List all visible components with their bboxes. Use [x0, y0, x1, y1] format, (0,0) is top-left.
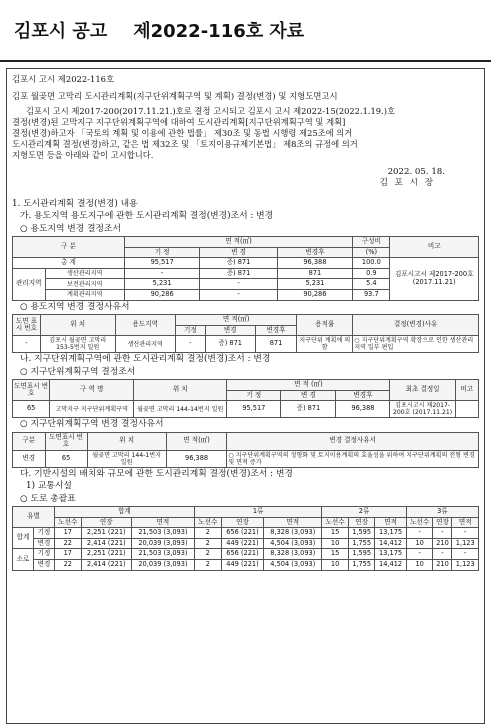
table-row	[13, 559, 479, 570]
th-after: 변경후	[336, 390, 390, 401]
cell: ○ 지구단위계획구역 확장으로 인한 생산관리지역 일부 편입	[353, 336, 479, 353]
cell: 1,755	[348, 538, 374, 549]
th-change: 변 경	[281, 390, 336, 401]
cell: 1,123	[452, 538, 479, 549]
cell: 보전관리지역	[45, 279, 124, 290]
cell: 0.9	[353, 268, 390, 279]
th-group-2: 2류	[322, 507, 407, 518]
cell: 14,412	[375, 559, 406, 570]
th-note: 비고	[390, 237, 479, 258]
th-reason: 변경 결정사유서	[227, 432, 479, 450]
section-1-da: 다. 기반시설의 배치와 규모에 관한 도시관리계획 결정(변경)조서 : 변경	[20, 468, 293, 479]
cell: 2	[194, 559, 221, 570]
th-group-total: 합계	[54, 507, 194, 518]
th-purpose: 용적률	[297, 315, 353, 336]
th-loc: 위 치	[40, 315, 115, 336]
total-label: 총 계	[13, 258, 125, 269]
th-sub: 면적	[131, 517, 194, 528]
cell: -	[124, 268, 200, 279]
cell: 2,251 (221)	[81, 528, 131, 539]
cell: 65	[13, 401, 50, 418]
cell: 변경	[13, 450, 46, 467]
row-kind: 기정	[33, 528, 54, 539]
cell: -	[406, 549, 433, 560]
cell: 449 (221)	[221, 538, 264, 549]
th-after: 변경후	[255, 325, 297, 336]
cell: 20,039 (3,093)	[131, 559, 194, 570]
th-loc: 위 치	[134, 380, 227, 401]
cell: 김포시고시 제2017-200호 (2017.11.21)	[390, 401, 455, 418]
section-1-na-2: ○ 지구단위계획구역 변경 결정사유서	[20, 419, 164, 430]
page-header	[0, 0, 491, 62]
cell: 90,286	[124, 290, 200, 301]
district-reason-table	[12, 432, 479, 468]
th-existing: 기정	[176, 325, 206, 336]
cell: 생산관리지역	[45, 268, 124, 279]
cell: 96,388	[336, 401, 390, 418]
table-row	[13, 549, 479, 560]
cell: 4,504 (3,093)	[264, 559, 322, 570]
row-category: 합계	[13, 528, 34, 549]
group-label: 관리지역	[13, 268, 46, 300]
th-change: 변경	[205, 325, 255, 336]
section-1-na-1: ○ 지구단위계획구역 결정조서	[20, 366, 136, 377]
cell: 15	[322, 528, 349, 539]
cell: 20,039 (3,093)	[131, 538, 194, 549]
row-category: 소로	[13, 549, 34, 570]
th-sub: 노선수	[194, 517, 221, 528]
cell: 1,595	[348, 549, 374, 560]
th-no: 도면표시 번호	[13, 380, 50, 401]
section-1-da-1: 1) 교통시설	[26, 481, 72, 492]
zoning-change-table	[12, 236, 479, 300]
notice-number: 김포시 고시 제2022-116호	[12, 74, 115, 84]
cell: 95,517	[227, 401, 281, 418]
cell: 22	[54, 559, 81, 570]
th-name: 구 역 명	[50, 380, 134, 401]
cell: 17	[54, 528, 81, 539]
cell: 1,595	[348, 528, 374, 539]
th-area: 면 적(㎡)	[176, 315, 297, 326]
cell: 210	[433, 559, 452, 570]
cell: 10	[406, 538, 433, 549]
cell: -	[452, 549, 479, 560]
th-type: 유별	[13, 507, 55, 528]
cell: 5.4	[353, 279, 390, 290]
cell: -	[433, 528, 452, 539]
section-1: 1. 도시관리계획 결정(변경) 내용	[12, 198, 138, 209]
cell: 656 (221)	[221, 528, 264, 539]
cell: 증) 871	[200, 258, 277, 269]
cell: 17	[54, 549, 81, 560]
row-kind: 기정	[33, 549, 54, 560]
th-sub: 노선수	[54, 517, 81, 528]
cell: 증) 871	[205, 336, 255, 353]
cell: 월곶면 고막리 144-14번지 일원	[134, 401, 227, 418]
th-loc: 위 치	[87, 432, 166, 450]
cell: 21,503 (3,093)	[131, 549, 194, 560]
table-row	[13, 538, 479, 549]
cell	[455, 401, 478, 418]
th-sub: 연장	[348, 517, 374, 528]
cell: 5,231	[277, 279, 353, 290]
th-note: 비고	[455, 380, 478, 401]
row-kind: 변경	[33, 559, 54, 570]
cell: 4,504 (3,093)	[264, 538, 322, 549]
section-1-na: 나. 지구단위계획구역에 관한 도시관리계획 결정(변경)조서 : 변경	[20, 354, 271, 365]
section-1-ga-2: ○ 용도지역 변경 결정사유서	[20, 301, 130, 312]
th-sub: 연장	[81, 517, 131, 528]
th-change: 변 경	[200, 247, 277, 258]
cell: -	[406, 528, 433, 539]
cell: 21,503 (3,093)	[131, 528, 194, 539]
cell: 2	[194, 528, 221, 539]
th-sub: 면적	[264, 517, 322, 528]
th-sub: 노선수	[322, 517, 349, 528]
th-sub: 노선수	[406, 517, 433, 528]
th-area: 면 적 (㎡)	[227, 380, 390, 391]
document-number-title: 제2022-116호 자료	[133, 21, 305, 42]
cell: -	[433, 549, 452, 560]
th-group-3: 3류	[406, 507, 478, 518]
th-existing: 기 정	[227, 390, 281, 401]
body-line: 지형도면 등을 아래와 같이 고시합니다.	[12, 149, 154, 160]
cell: 김포시 월곶면 고막리 153-5번지 일원	[40, 336, 115, 353]
table-row	[13, 528, 479, 539]
th-sub: 연장	[433, 517, 452, 528]
cell: 90,286	[277, 290, 353, 301]
cell: 증) 871	[281, 401, 336, 418]
th-reason: 결정(변경)사유	[353, 315, 479, 336]
cell: 10	[322, 559, 349, 570]
section-1-ga-1: ○ 용도지역 변경 결정조서	[20, 223, 122, 234]
note-cell: 김포시고시 제2017-200호 (2017.11.21)	[390, 258, 479, 300]
cell: 지구단위 계획에 의함	[297, 336, 353, 353]
cell: 2,251 (221)	[81, 549, 131, 560]
cell: 1,123	[452, 559, 479, 570]
cell: 2,414 (221)	[81, 538, 131, 549]
body-line: 결정(변경)된 고막지구 지구단위계획구역에 대하여 도시관리계획[지구단위계획구역 및 계획]	[12, 116, 346, 127]
th-ratio-unit: (%)	[353, 247, 390, 258]
th-gubun: 구분	[13, 432, 46, 450]
cell: 210	[433, 538, 452, 549]
body-line: 결정(변경)하고자 「국토의 계획 및 이용에 관한 법률」 제30조 및 동법 시행령 제25조에 의거	[12, 127, 353, 138]
cell: -	[200, 279, 277, 290]
cell: 96,388	[166, 450, 227, 467]
cell: 증) 871	[200, 268, 277, 279]
th-existing: 기 정	[124, 247, 200, 258]
cell: -	[13, 336, 41, 353]
th-ratio: 구성비	[353, 237, 390, 248]
cell: 871	[255, 336, 297, 353]
cell: -	[200, 290, 277, 301]
cell: 8,328 (3,093)	[264, 549, 322, 560]
cell: 월곶면 고막리 144-1번지 일원	[87, 450, 166, 467]
cell: 10	[322, 538, 349, 549]
zoning-reason-table	[12, 314, 479, 353]
district-decision-table	[12, 379, 479, 418]
cell: 계획관리지역	[45, 290, 124, 301]
cell: 95,517	[124, 258, 200, 269]
cell: 14,412	[375, 538, 406, 549]
cell: 65	[45, 450, 87, 467]
cell: 1,755	[348, 559, 374, 570]
cell: 449 (221)	[221, 559, 264, 570]
cell: 22	[54, 538, 81, 549]
body-line: 도시관리계획 결정(변경)하고, 같은 법 제32조 및 「토지이용규제기본법」 제8조의 규정에 의거	[12, 138, 358, 149]
section-1-ga: 가. 용도지역 용도지구에 관한 도시관리계획 결정(변경)조서 : 변경	[20, 211, 274, 222]
notice-date: 2022. 05. 18.	[387, 166, 445, 177]
th-area: 면 적(㎡)	[166, 432, 227, 450]
cell: 생산관리지역	[115, 336, 176, 353]
th-area: 면 적(㎡)	[124, 237, 352, 248]
cell: -	[176, 336, 206, 353]
th-no: 도면표시 번 호	[45, 432, 87, 450]
road-summary-body	[13, 528, 479, 570]
document-frame	[6, 68, 485, 724]
cell: 8,328 (3,093)	[264, 528, 322, 539]
cell: 13,175	[375, 528, 406, 539]
cell: 15	[322, 549, 349, 560]
cell: 10	[406, 559, 433, 570]
cell: ○ 지구단위계획구역의 정형화 및 토지이용계획의 효율성을 위하여 지구단위계획의 전형 변경 및 면적 증가	[227, 450, 479, 467]
th-sub: 연장	[221, 517, 264, 528]
notice-signer: 김 포 시 장	[379, 177, 435, 188]
cell: 93.7	[353, 290, 390, 301]
cell: 2	[194, 549, 221, 560]
cell: -	[452, 528, 479, 539]
th-zone: 용도지역	[115, 315, 176, 336]
th-first: 최초 결정일	[390, 380, 455, 401]
th-sub: 면적	[375, 517, 406, 528]
cell: 2,414 (221)	[81, 559, 131, 570]
cell: 96,388	[277, 258, 353, 269]
cell: 5,231	[124, 279, 200, 290]
cell: 100.0	[353, 258, 390, 269]
cell: 871	[277, 268, 353, 279]
cell: 656 (221)	[221, 549, 264, 560]
body-line: 김포시 고시 제2017-200(2017.11.21.)호로 결정 고시되고 김포시 고시 제2022-15(2022.1.19.)호	[26, 105, 395, 116]
notice-body	[12, 106, 479, 161]
road-summary-table	[12, 506, 479, 570]
th-group-1: 1류	[194, 507, 321, 518]
notice-title: 김포 월곶면 고막리 도시관리계획(지구단위계획구역 및 계획) 결정(변경) 및 지형도면고시	[12, 90, 338, 101]
th-no: 도면 표시 번호	[13, 315, 41, 336]
notice-label: 김포시 공고	[14, 21, 108, 42]
cell: 2	[194, 538, 221, 549]
th-after: 변경후	[277, 247, 353, 258]
section-1-da-2: ○ 도로 총괄표	[20, 493, 76, 504]
th-sub: 면적	[452, 517, 479, 528]
row-kind: 변경	[33, 538, 54, 549]
cell: 고막지구 지구단위계획구역	[50, 401, 134, 418]
th-gubun: 구 분	[13, 237, 125, 258]
cell: 13,175	[375, 549, 406, 560]
